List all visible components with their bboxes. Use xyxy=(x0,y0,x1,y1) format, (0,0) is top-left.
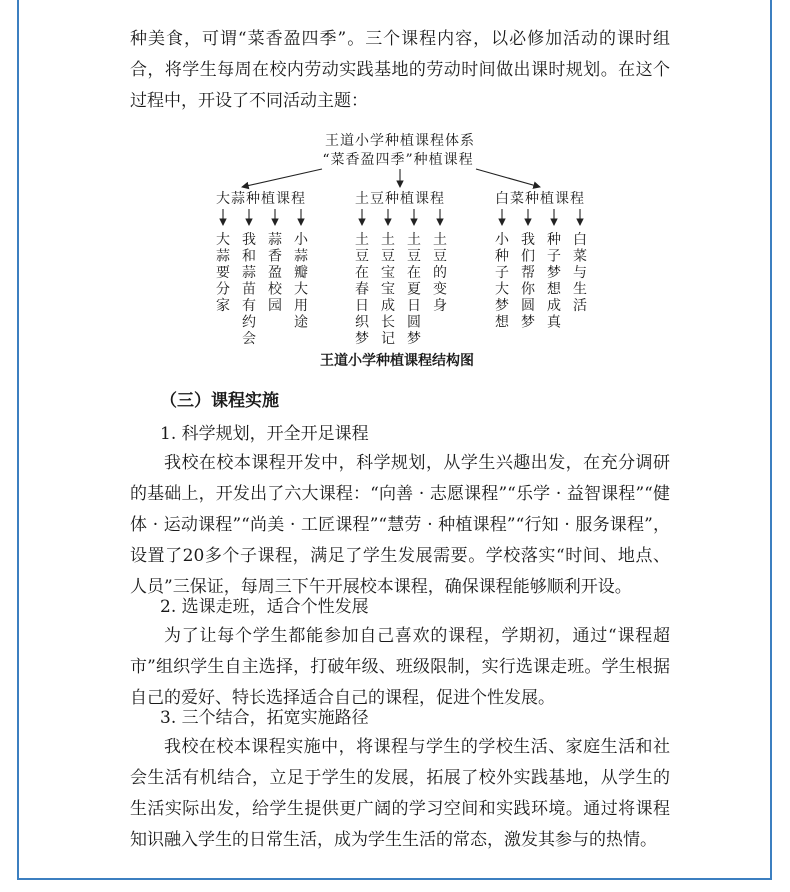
diagram-item-text: 小种子大梦想 xyxy=(495,232,509,331)
diagram-item-text: 土豆的变身 xyxy=(433,232,447,314)
diagram-branch-label: 土豆种植课程 xyxy=(355,191,445,207)
subsection-3-heading: 3. 三个结合，拓宽实施路径 xyxy=(160,708,369,728)
diagram-branch-label: 白菜种植课程 xyxy=(495,191,585,207)
subsection-1-paragraph: 我校在校本课程开发中，科学规划，从学生兴趣出发，在充分调研的基础上，开发出了六大课程：“向善 · 志愿课程”“乐学 · 益智课程”“健体 · 运动课程”“尚美 · 工匠课程”“慧劳 · 种植课程”“行知 · 服务课程”，设置了20多个子课程，满足了学生发展需要。学校落实“时间、地点、人员”三保证，每周三下午开展校本课程，确保课程能够顺利开设。 xyxy=(130,453,670,597)
diagram-item-text: 种子梦想成真 xyxy=(547,232,561,331)
subsection-2-heading: 2. 选课走班，适合个性发展 xyxy=(160,597,369,617)
subsection-2-paragraph: 为了让每个学生都能参加自己喜欢的课程，学期初，通过“课程超市”组织学生自主选择，打破年级、班级限制，实行选课走班。学生根据自己的爱好、特长选择适合自己的课程，促进个性发展。 xyxy=(130,626,670,708)
diagram-branch-label: 大蒜种植课程 xyxy=(216,191,306,207)
diagram-item-text: 大蒜要分家 xyxy=(216,232,230,314)
diagram-caption: 王道小学种植课程结构图 xyxy=(320,353,474,369)
diagram-title-line2: “菜香盈四季”种植课程 xyxy=(322,152,474,168)
diagram-item-text: 蒜香盈校园 xyxy=(268,232,282,314)
diagram-item-text: 我和蒜苗有约会 xyxy=(242,232,256,347)
diagram-item-text: 我们帮你圆梦 xyxy=(521,232,535,331)
diagram-item-text: 白菜与生活 xyxy=(573,232,587,314)
diagram-item-text: 小蒜瓣大用途 xyxy=(294,232,308,331)
diagram-item-text: 土豆在夏日圆梦 xyxy=(407,232,421,347)
intro-paragraph: 种美食，可谓“菜香盈四季”。三个课程内容，以必修加活动的课时组合，将学生每周在校内劳动实践基地的劳动时间做出课时规划。在这个过程中，开设了不同活动主题： xyxy=(130,29,670,111)
subsection-1-heading: 1. 科学规划，开全开足课程 xyxy=(160,424,369,444)
diagram-top-arrows xyxy=(242,169,540,187)
diagram-item-text: 土豆在春日织梦 xyxy=(355,232,369,347)
diagram-item-text: 土豆宝宝成长记 xyxy=(381,232,395,347)
subsection-3-paragraph: 我校在校本课程实施中，将课程与学生的学校生活、家庭生活和社会生活有机结合，立足于学生的发展，拓展了校外实践基地，从学生的生活实际出发，给学生提供更广阔的学习空间和实践环境。通过将课程知识融入学生的日常生活，成为学生生活的常态，激发其参与的热情。 xyxy=(130,737,670,850)
diagram-title-line1: 王道小学种植课程体系 xyxy=(325,133,475,149)
section-heading: （三）课程实施 xyxy=(160,391,279,411)
